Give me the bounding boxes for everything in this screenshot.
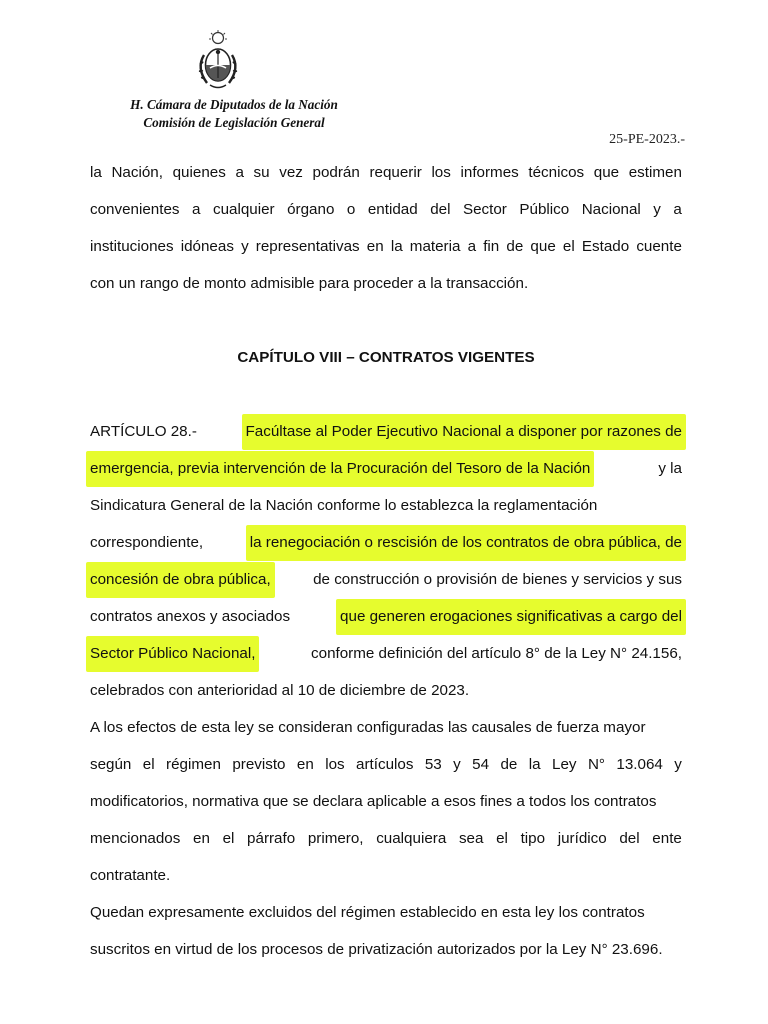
word: cuente xyxy=(636,238,682,255)
word: primero, xyxy=(307,830,364,847)
institution-header xyxy=(100,96,368,132)
word: Público xyxy=(519,201,570,218)
paragraph2-line-1: A los efectos de esta ley se consideran configuradas las causales de fuerza mayor xyxy=(90,719,646,736)
article-line-1 xyxy=(90,419,682,445)
word: 54 xyxy=(472,756,490,773)
word: convenientes xyxy=(90,201,180,218)
word: el xyxy=(142,756,155,773)
intro-line-1 xyxy=(90,160,682,186)
word: idóneas xyxy=(180,238,234,255)
word: 13.064 xyxy=(616,756,663,773)
paragraph3-line-1: Quedan expresamente excluidos del régimen establecido en esta ley los contratos xyxy=(90,904,645,921)
word: cualquier xyxy=(212,201,275,218)
word: Nacional xyxy=(581,201,641,218)
article-text: Sindicatura General de la Nación conforme lo establezca la reglamentación xyxy=(90,497,598,514)
institution-name: H. Cámara de Diputados de la Nación xyxy=(130,97,338,112)
article-line-3 xyxy=(90,493,682,519)
intro-line-3 xyxy=(90,234,682,260)
word: la xyxy=(390,238,403,255)
word: ente xyxy=(652,830,682,847)
word: a xyxy=(235,164,244,181)
word: Sector xyxy=(462,201,507,218)
commission-name: Comisión de Legislación General xyxy=(143,115,325,130)
chapter-heading: CAPÍTULO VIII – CONTRATOS VIGENTES xyxy=(237,349,535,366)
word: Ley xyxy=(552,756,577,773)
article-text: contratos anexos y asociados xyxy=(90,608,291,625)
article-text: correspondiente, xyxy=(90,534,204,551)
word: la xyxy=(90,164,102,181)
word: párrafo xyxy=(247,830,296,847)
word: N° xyxy=(587,756,605,773)
highlighted-text: concesión de obra pública, xyxy=(86,562,275,598)
article-text: conforme definición del artículo 8° de la Ley N° 24.156, xyxy=(311,645,682,662)
word: Nación, xyxy=(111,164,163,181)
word: entidad xyxy=(367,201,418,218)
word: informes xyxy=(460,164,519,181)
article-line-6 xyxy=(90,604,682,630)
paragraph3-line-2: suscritos en virtud de los procesos de privatización autorizados por la Ley N° 23.696. xyxy=(90,941,663,958)
word: de xyxy=(500,756,518,773)
word: los xyxy=(431,164,451,181)
intro-line-4: con un rango de monto admisible para proceder a la transacción. xyxy=(90,275,529,292)
word: a xyxy=(192,201,201,218)
word: que xyxy=(530,238,556,255)
article-line-4 xyxy=(90,530,682,556)
article-text: de construcción o provisión de bienes y servicios y sus xyxy=(313,571,682,588)
word: 53 xyxy=(424,756,442,773)
word: vez xyxy=(279,164,303,181)
word: Estado xyxy=(581,238,630,255)
highlighted-text: Sector Público Nacional, xyxy=(86,636,259,672)
paragraph2-line-3: modificatorios, normativa que se declara aplicable a esos fines a todos los contratos xyxy=(90,793,657,810)
word: la xyxy=(528,756,541,773)
word: quienes xyxy=(172,164,226,181)
word: representativas xyxy=(255,238,360,255)
word: artículos xyxy=(356,756,414,773)
word: el xyxy=(496,830,508,847)
word: instituciones xyxy=(90,238,174,255)
word: órgano xyxy=(287,201,335,218)
article-text: y la xyxy=(658,460,682,477)
word: fin xyxy=(483,238,500,255)
highlighted-text: Facúltase al Poder Ejecutivo Nacional a disponer por razones de xyxy=(242,414,686,450)
word: el xyxy=(222,830,235,847)
article-line-2 xyxy=(90,456,682,482)
word: del xyxy=(430,201,451,218)
word: o xyxy=(346,201,356,218)
word: tipo xyxy=(520,830,546,847)
word: el xyxy=(562,238,575,255)
word: en xyxy=(193,830,210,847)
word: del xyxy=(619,830,640,847)
word: en xyxy=(296,756,314,773)
article-line-7 xyxy=(90,641,682,667)
word: requerir xyxy=(369,164,422,181)
word: jurídico xyxy=(557,830,607,847)
argentine-coat-of-arms-icon xyxy=(193,30,243,92)
highlighted-text: emergencia, previa intervención de la Procuración del Tesoro de la Nación xyxy=(86,451,594,487)
word: mencionados xyxy=(90,830,181,847)
paragraph2-line-5: contratante. xyxy=(90,867,171,884)
paragraph2-line-2 xyxy=(90,752,682,778)
word: su xyxy=(253,164,270,181)
intro-line-2 xyxy=(90,197,682,223)
highlighted-text: que generen erogaciones significativas a cargo del xyxy=(336,599,686,635)
word: y xyxy=(653,201,661,218)
word: sea xyxy=(458,830,484,847)
word: de xyxy=(506,238,524,255)
word: y xyxy=(241,238,249,255)
document-reference: 25-PE-2023.- xyxy=(609,132,685,147)
article-line-5 xyxy=(90,567,682,593)
word: técnicos xyxy=(528,164,585,181)
word: a xyxy=(673,201,682,218)
article-line-8: celebrados con anterioridad al 10 de diciembre de 2023. xyxy=(90,682,470,699)
word: régimen xyxy=(166,756,221,773)
word: estimen xyxy=(628,164,682,181)
word: y xyxy=(674,756,682,773)
highlighted-text: la renegociación o rescisión de los contratos de obra pública, de xyxy=(246,525,686,561)
paragraph2-line-4 xyxy=(90,826,682,852)
word: que xyxy=(593,164,620,181)
word: y xyxy=(453,756,461,773)
word: según xyxy=(90,756,132,773)
word: en xyxy=(366,238,384,255)
article-label: ARTÍCULO 28.- xyxy=(90,423,197,440)
word: podrán xyxy=(312,164,360,181)
word: los xyxy=(325,756,345,773)
word: materia xyxy=(409,238,461,255)
word: previsto xyxy=(232,756,286,773)
word: a xyxy=(467,238,477,255)
word: cualquiera xyxy=(376,830,447,847)
